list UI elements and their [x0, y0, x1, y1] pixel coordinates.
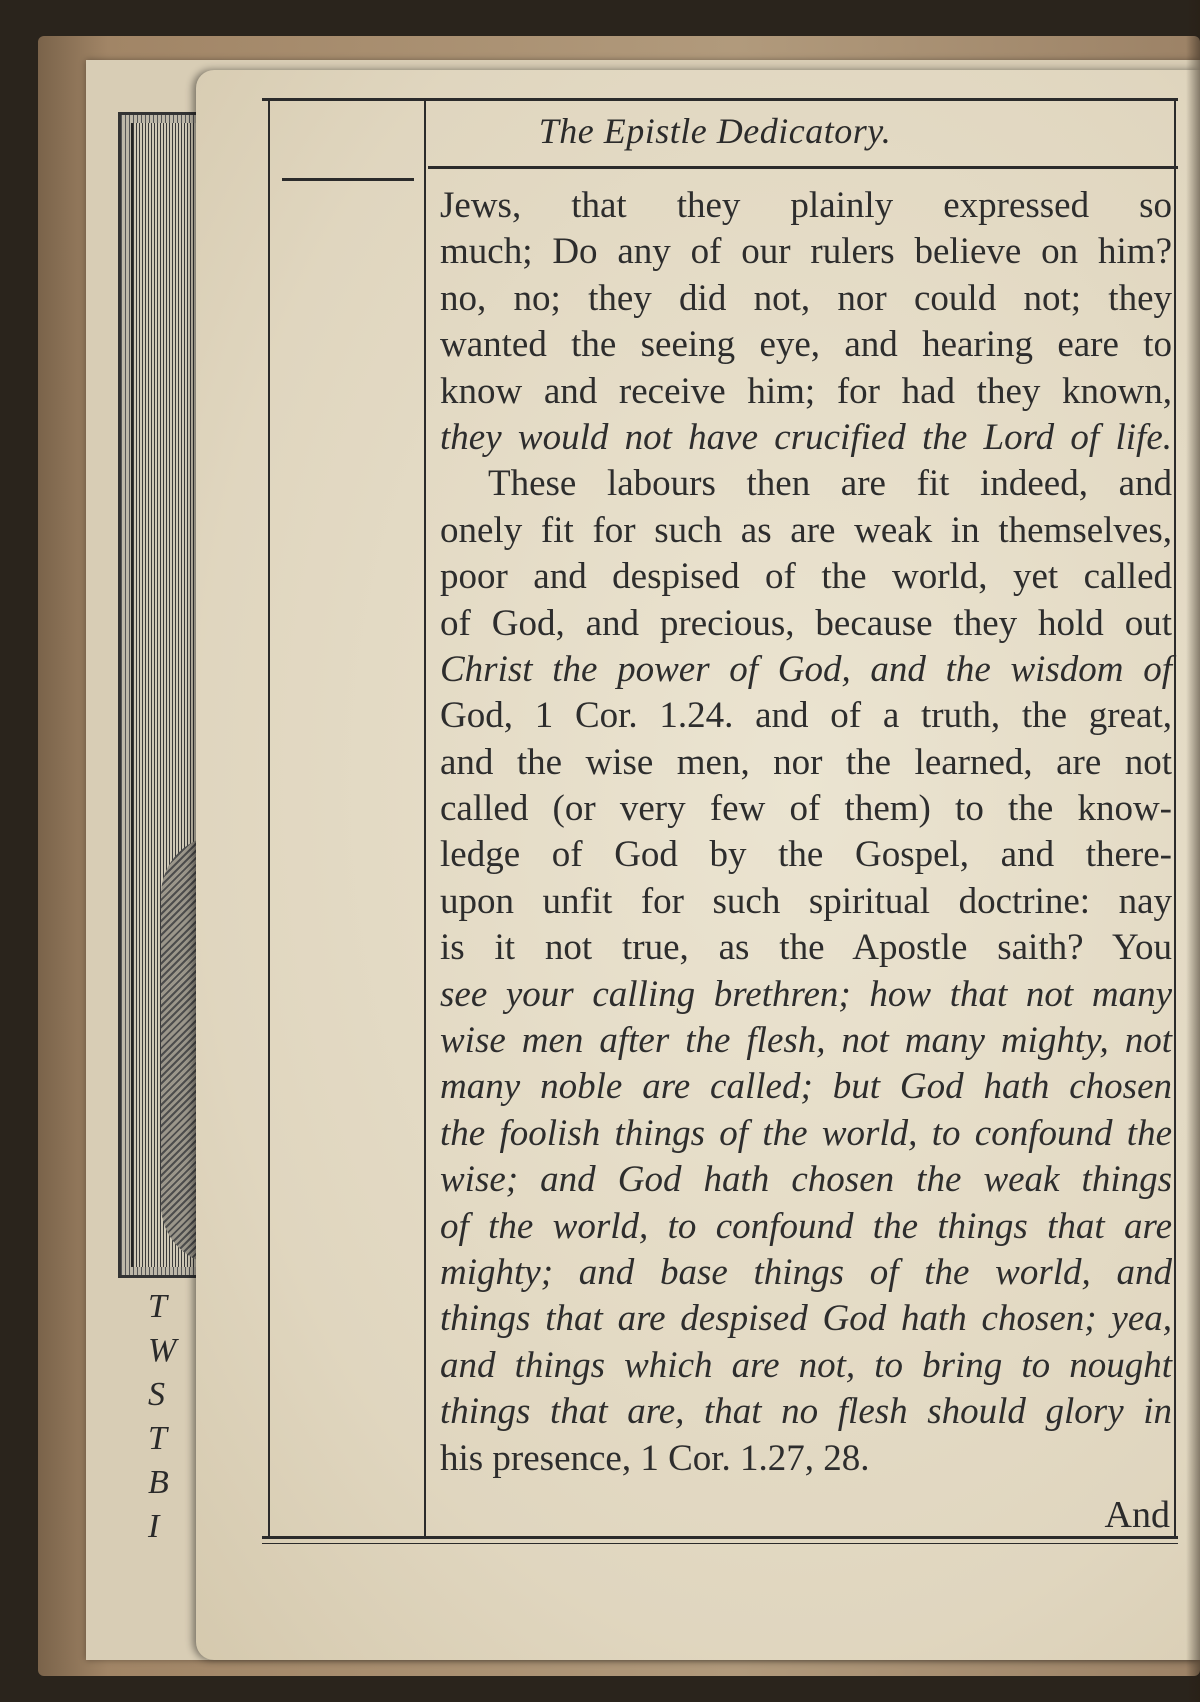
- text-line: poor and despised of the world, yet called: [440, 556, 1172, 598]
- text-line: wise men after the flesh, not many mighty, not: [440, 1020, 1172, 1062]
- text-line: ledge of God by the Gospel, and there-: [440, 834, 1172, 876]
- text-line: of God, and precious, because they hold out: [440, 602, 1172, 644]
- bottom-rule-double: [262, 1543, 1178, 1544]
- text-line: wanted the seeing eye, and hearing eare to: [440, 324, 1172, 366]
- catchword: And: [1104, 1494, 1170, 1536]
- text-line: mighty; and base things of the world, and: [440, 1251, 1172, 1293]
- text-line: know and receive him; for had they known,: [440, 370, 1172, 412]
- text-line: his presence, 1 Cor. 1.27, 28.: [440, 1437, 870, 1479]
- text-line: no, no; they did not, nor could not; they: [440, 277, 1172, 319]
- text-line: things that are, that no flesh should glory in: [440, 1391, 1172, 1433]
- text-line: see your calling brethren; how that not many: [440, 973, 1172, 1015]
- plate-letter: T: [148, 1288, 167, 1325]
- right-frame-rule: [1174, 100, 1176, 1537]
- plate-letter: I: [148, 1508, 160, 1545]
- left-frame-rule: [268, 100, 270, 1537]
- plate-letter: T: [148, 1420, 167, 1457]
- text-line: of the world, to confound the things that are: [440, 1205, 1172, 1247]
- spine-shadow: [1186, 0, 1200, 1702]
- text-line: These labours then are fit indeed, and: [488, 463, 1172, 505]
- text-line: the foolish things of the world, to confound the: [440, 1112, 1172, 1154]
- top-rule: [262, 98, 1178, 101]
- text-line: is it not true, as the Apostle saith? You: [440, 927, 1172, 969]
- margin-column-rule: [424, 100, 426, 1537]
- running-head: The Epistle Dedicatory.: [538, 111, 892, 151]
- text-line: called (or very few of them) to the know-: [440, 788, 1172, 830]
- text-line: God, 1 Cor. 1.24. and of a truth, the great,: [440, 695, 1172, 737]
- text-line: upon unfit for such spiritual doctrine: nay: [440, 880, 1172, 922]
- head-rule: [428, 166, 1178, 169]
- text-line: things that are despised God hath chosen; yea,: [440, 1298, 1172, 1340]
- text-line: onely fit for such as are weak in themselves,: [440, 509, 1172, 551]
- text-line: and things which are not, to bring to nought: [440, 1344, 1172, 1386]
- plate-letter: B: [148, 1464, 169, 1501]
- plate-letter: W: [148, 1332, 177, 1369]
- bottom-rule: [262, 1536, 1178, 1539]
- margin-head-rule: [282, 178, 414, 181]
- text-line: many noble are called; but God hath chosen: [440, 1066, 1172, 1108]
- text-line: they would not have crucified the Lord of life.: [440, 416, 1172, 458]
- text-line: much; Do any of our rulers believe on him?: [440, 231, 1172, 273]
- body-text: [440, 183, 1172, 1482]
- text-line: Christ the power of God, and the wisdom of: [440, 648, 1172, 690]
- plate-letter: S: [148, 1376, 165, 1413]
- text-line: and the wise men, nor the learned, are not: [440, 741, 1172, 783]
- text-line: wise; and God hath chosen the weak things: [440, 1159, 1172, 1201]
- text-line: Jews, that they plainly expressed so: [440, 185, 1172, 226]
